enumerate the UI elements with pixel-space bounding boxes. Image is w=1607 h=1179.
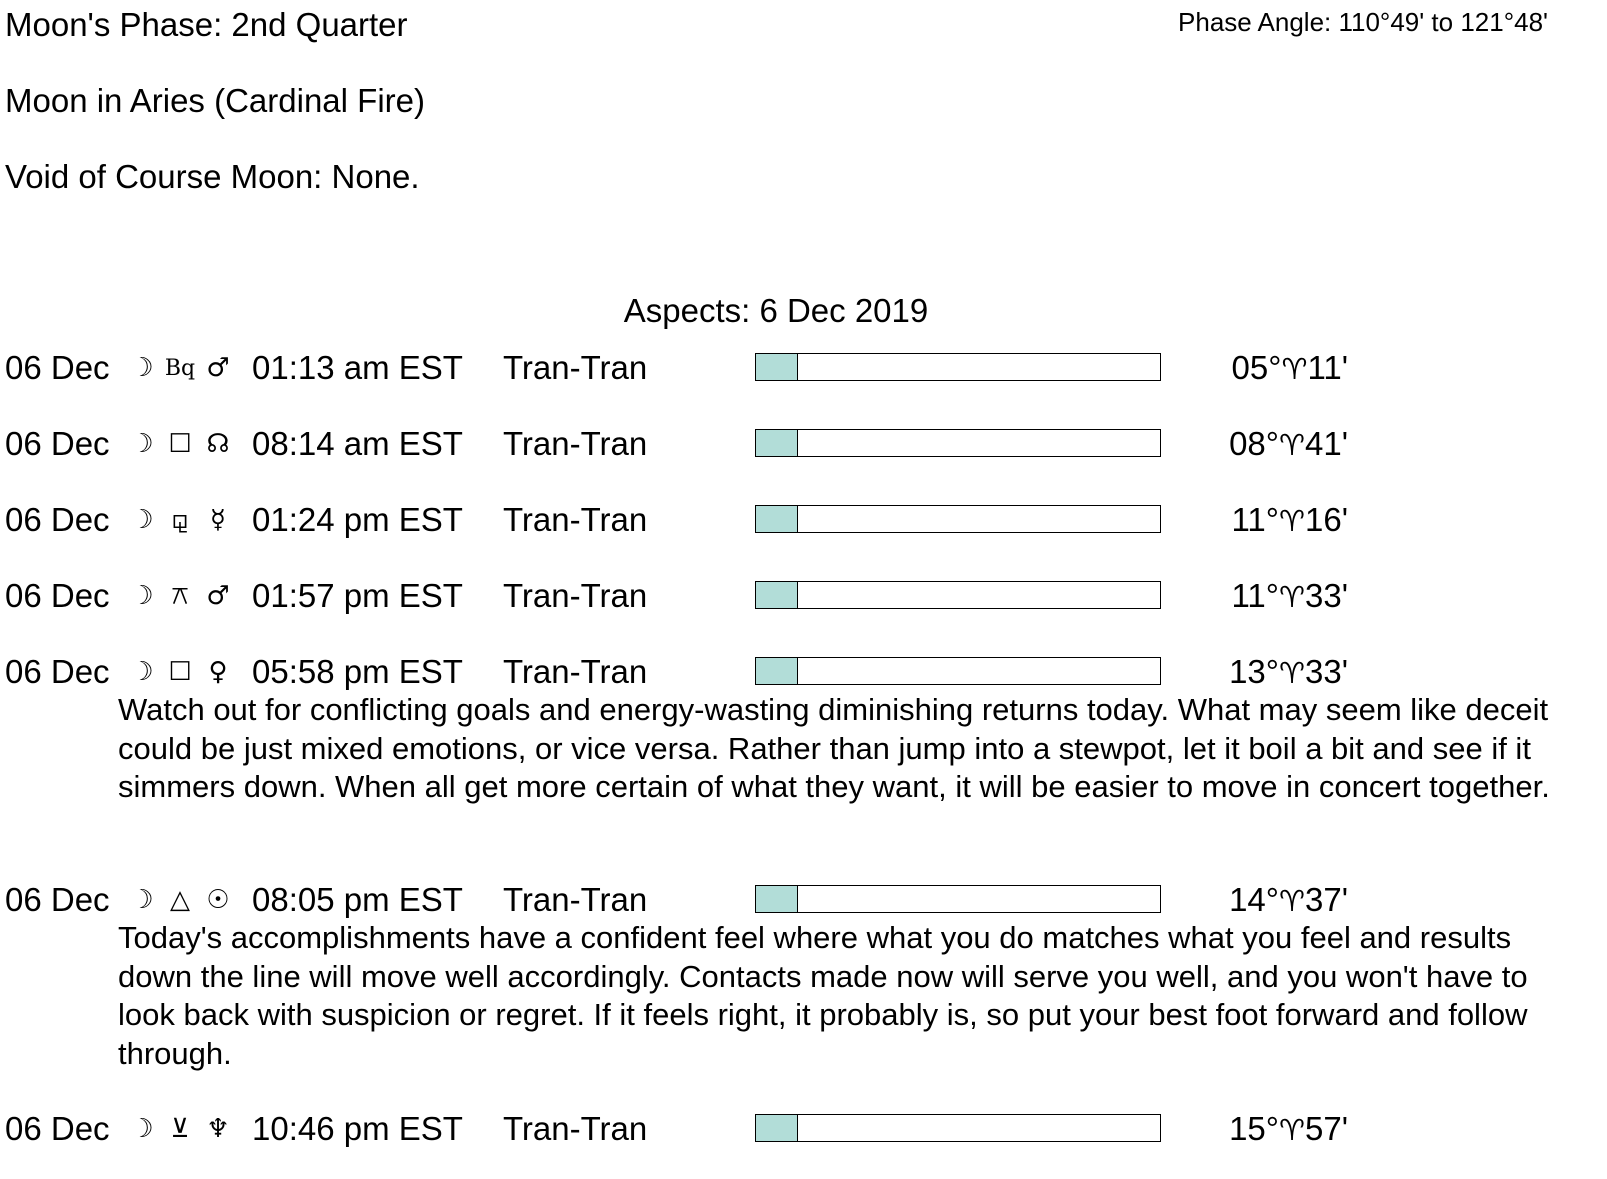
aspect-time: 01:57 pm EST <box>252 577 463 614</box>
void-of-course: Void of Course Moon: None. <box>5 158 420 195</box>
aspect-time: 01:13 am EST <box>252 349 463 386</box>
strength-bar <box>755 885 1161 913</box>
planet-glyph-icon: ♂ <box>206 581 230 611</box>
position-degree: 15° <box>1229 1110 1279 1147</box>
aspect-position <box>1232 577 1348 616</box>
aspect-glyph-icon: ☐ <box>168 657 192 687</box>
aspect-date: 06 Dec <box>5 653 110 690</box>
strength-bar-fill <box>756 582 798 608</box>
aspect-description: Today's accomplishments have a confident feel where what you do matches what you feel and results down the line will move well accordingly. Contacts made now will serve you well, and you won't have to look back with suspicion or regret. If it feels right, it probably is, so put your best foot forward and follow through. <box>118 920 1528 1071</box>
strength-bar-fill <box>756 658 798 684</box>
aspect-time: 10:46 pm EST <box>252 1110 463 1147</box>
moon-glyph-icon: ☽ <box>130 505 154 535</box>
aries-sign-icon: ♈ <box>1278 1113 1305 1147</box>
position-degree: 08° <box>1229 425 1279 462</box>
aspect-position <box>1229 653 1348 692</box>
strength-bar-fill <box>756 886 798 912</box>
aspects-title: Aspects: 6 Dec 2019 <box>623 292 929 329</box>
aspect-date: 06 Dec <box>5 501 110 538</box>
strength-bar <box>755 657 1161 685</box>
strength-bar <box>755 581 1161 609</box>
aspect-position <box>1229 881 1348 920</box>
aries-sign-icon: ♈ <box>1278 656 1305 690</box>
strength-bar-fill <box>756 354 798 380</box>
strength-bar <box>755 1114 1161 1142</box>
aspect-type: Tran-Tran <box>503 577 648 614</box>
moon-glyph-icon: ☽ <box>130 1114 154 1144</box>
strength-bar <box>755 353 1161 381</box>
strength-bar-fill <box>756 1115 798 1141</box>
moon-sign: Moon in Aries (Cardinal Fire) <box>5 82 425 119</box>
position-minute: 11' <box>1307 349 1348 386</box>
moon-glyph-icon: ☽ <box>130 581 154 611</box>
moon-glyph-icon: ☽ <box>130 353 154 383</box>
aries-sign-icon: ♈ <box>1278 580 1305 614</box>
planet-glyph-icon: ♂ <box>206 353 230 383</box>
aries-sign-icon: ♈ <box>1278 428 1305 462</box>
aries-sign-icon: ♈ <box>1278 504 1305 538</box>
position-degree: 14° <box>1229 881 1279 918</box>
planet-glyph-icon: ☊ <box>206 429 230 459</box>
aspect-time: 05:58 pm EST <box>252 653 463 690</box>
strength-bar-fill <box>756 430 798 456</box>
position-minute: 57' <box>1304 1110 1348 1147</box>
aries-sign-icon: ♈ <box>1281 352 1308 386</box>
planet-glyph-icon: ☉ <box>206 885 230 915</box>
planet-glyph-icon: ♆ <box>206 1114 230 1144</box>
aries-sign-icon: ♈ <box>1278 884 1305 918</box>
position-degree: 11° <box>1231 501 1279 538</box>
position-minute: 41' <box>1304 425 1348 462</box>
position-degree: 11° <box>1231 577 1279 614</box>
aspect-time: 08:05 pm EST <box>252 881 463 918</box>
planet-glyph-icon: ♀ <box>208 657 228 687</box>
strength-bar-fill <box>756 506 798 532</box>
aspect-glyph-icon: ⊻ <box>170 1114 190 1144</box>
aspect-date: 06 Dec <box>5 425 110 462</box>
moon-glyph-icon: ☽ <box>130 885 154 915</box>
aspect-position <box>1229 1110 1348 1149</box>
aspect-time: 08:14 am EST <box>252 425 463 462</box>
planet-glyph-icon: ☿ <box>210 505 226 535</box>
aspect-type: Tran-Tran <box>503 349 648 386</box>
aspect-description: Watch out for conflicting goals and energy-wasting diminishing returns today. What may seem like deceit could be just mixed emotions, or vice versa. Rather than jump into a stewpot, let it boil a bit and see if it simmers down. When all get more certain of what they want, it will be easier to move in concert together. <box>118 692 1550 804</box>
aspect-date: 06 Dec <box>5 577 110 614</box>
phase-angle: Phase Angle: 110°49' to 121°48' <box>1178 7 1548 37</box>
aspect-type: Tran-Tran <box>503 501 648 538</box>
position-minute: 37' <box>1304 881 1348 918</box>
aspect-date: 06 Dec <box>5 881 110 918</box>
aspect-glyph-icon: △ <box>170 885 190 915</box>
aspect-type: Tran-Tran <box>503 653 648 690</box>
aspect-type: Tran-Tran <box>503 425 648 462</box>
aspect-position <box>1229 425 1348 464</box>
aspect-type: Tran-Tran <box>503 1110 648 1147</box>
aspect-position <box>1232 349 1348 388</box>
aspect-date: 06 Dec <box>5 1110 110 1147</box>
strength-bar <box>755 429 1161 457</box>
position-minute: 33' <box>1304 653 1348 690</box>
aspect-glyph-icon: ☐ <box>168 429 192 459</box>
moon-glyph-icon: ☽ <box>130 657 154 687</box>
position-degree: 13° <box>1229 653 1279 690</box>
aspect-date: 06 Dec <box>5 349 110 386</box>
moon-glyph-icon: ☽ <box>130 429 154 459</box>
position-minute: 33' <box>1304 577 1348 614</box>
aspect-glyph-icon: ⚻ <box>171 581 189 611</box>
aspect-time: 01:24 pm EST <box>252 501 463 538</box>
aspect-position <box>1232 501 1348 540</box>
position-degree: 05° <box>1231 349 1282 386</box>
moon-phase: Moon's Phase: 2nd Quarter <box>5 6 408 43</box>
aspect-type: Tran-Tran <box>503 881 648 918</box>
position-minute: 16' <box>1304 501 1348 538</box>
aspect-glyph-icon: Bq <box>164 356 196 381</box>
strength-bar <box>755 505 1161 533</box>
aspect-glyph-icon: ⚼ <box>171 505 189 535</box>
